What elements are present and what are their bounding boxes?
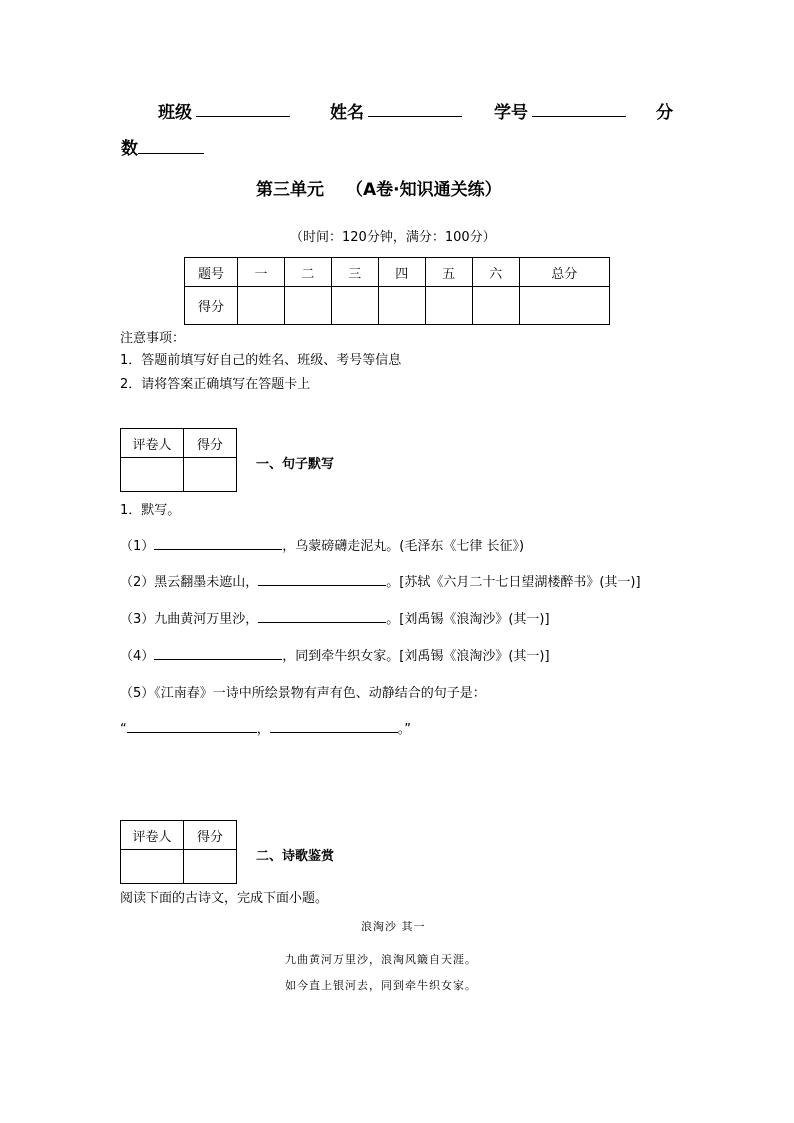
poem-line: 九曲黄河万里沙，浪淘风簸自天涯。 bbox=[285, 953, 477, 966]
fill-item-1 bbox=[120, 535, 524, 554]
notes-heading: 注意事项： bbox=[120, 331, 186, 346]
question-1: 1．默写。 bbox=[120, 503, 181, 518]
fill-item-suffix: ，同到牵牛织女家。[刘禹锡《浪淘沙》(其一)] bbox=[282, 649, 550, 664]
grader-score-label: 得分 bbox=[184, 429, 237, 458]
score-cell[interactable] bbox=[331, 287, 378, 325]
fill-item-prefix: （4） bbox=[120, 649, 155, 664]
notes-item: 2．请将答案正确填写在答题卡上 bbox=[120, 377, 311, 392]
comma: ， bbox=[256, 722, 270, 737]
score-table-header-cell: 一 bbox=[238, 258, 285, 287]
score-label-line2 bbox=[121, 134, 204, 159]
fill-item-suffix: 。[苏轼《六月二十七日望湖楼醉书》(其一)] bbox=[386, 575, 641, 590]
score-table-header-cell: 总分 bbox=[519, 258, 609, 287]
score-row-label: 得分 bbox=[185, 287, 238, 325]
fill-item-prefix: （2）黑云翻墨未遮山， bbox=[120, 575, 259, 590]
score-cell[interactable] bbox=[472, 287, 519, 325]
student-info-row bbox=[158, 96, 678, 122]
score-blank[interactable] bbox=[138, 139, 204, 154]
fill-item-prefix: （1） bbox=[120, 539, 155, 554]
score-table-header-cell: 三 bbox=[331, 258, 378, 287]
score-table-header-cell: 二 bbox=[284, 258, 331, 287]
student-id-blank[interactable] bbox=[532, 116, 626, 117]
volume-title: （A卷·知识通关练） bbox=[346, 180, 502, 200]
grader-label: 评卷人 bbox=[121, 821, 184, 850]
score-cell[interactable] bbox=[238, 287, 285, 325]
grader-box bbox=[120, 820, 237, 884]
reading-instruction: 阅读下面的古诗文，完成下面小题。 bbox=[120, 891, 329, 906]
class-blank[interactable] bbox=[196, 116, 290, 117]
poem-title: 浪淘沙 其一 bbox=[361, 920, 426, 933]
class-label: 班级 bbox=[158, 103, 192, 123]
grader-label: 评卷人 bbox=[121, 429, 184, 458]
page-title bbox=[256, 175, 502, 200]
answer-blank[interactable] bbox=[258, 608, 386, 623]
fill-item-4 bbox=[120, 645, 550, 664]
poem-line: 如今直上银河去，同到牵牛织女家。 bbox=[285, 979, 477, 992]
score-table-header-cell: 六 bbox=[472, 258, 519, 287]
answer-blank[interactable] bbox=[154, 645, 282, 660]
unit-title: 第三单元 bbox=[256, 180, 324, 200]
answer-blank[interactable] bbox=[154, 535, 282, 550]
fill-item-suffix: ，乌蒙磅礴走泥丸。(毛泽东《七律 长征》) bbox=[282, 539, 525, 554]
score-cell[interactable] bbox=[425, 287, 472, 325]
grader-score-cell[interactable] bbox=[184, 458, 237, 492]
score-cell[interactable] bbox=[284, 287, 331, 325]
quote-close: 。” bbox=[397, 722, 412, 737]
score-table bbox=[184, 257, 610, 325]
name-label: 姓名 bbox=[330, 103, 364, 123]
grader-name-cell[interactable] bbox=[121, 458, 184, 492]
grader-score-cell[interactable] bbox=[184, 850, 237, 884]
exam-info: （时间：120分钟，满分：100分） bbox=[290, 230, 496, 245]
fill-item-prefix: （3）九曲黄河万里沙， bbox=[120, 612, 259, 627]
fill-item-5: （5）《江南春》一诗中所绘景物有声有色、动静结合的句子是： bbox=[120, 686, 486, 701]
fill-item-2 bbox=[120, 571, 641, 590]
grader-box bbox=[120, 428, 237, 492]
answer-blank[interactable] bbox=[270, 718, 398, 733]
score-cell[interactable] bbox=[519, 287, 609, 325]
score-table-header-cell: 题号 bbox=[185, 258, 238, 287]
section1-title: 一、句子默写 bbox=[256, 457, 335, 472]
fill-item-5-answer bbox=[120, 718, 411, 737]
score-cell[interactable] bbox=[378, 287, 425, 325]
answer-blank[interactable] bbox=[127, 718, 257, 733]
grader-score-label: 得分 bbox=[184, 821, 237, 850]
score-label-part2: 数 bbox=[121, 139, 138, 159]
answer-blank[interactable] bbox=[258, 571, 386, 586]
student-id-label: 学号 bbox=[494, 103, 528, 123]
section2-title: 二、诗歌鉴赏 bbox=[256, 849, 335, 864]
score-label-part1: 分 bbox=[656, 103, 673, 123]
notes-item: 1．答题前填写好自己的姓名、班级、考号等信息 bbox=[120, 353, 402, 368]
score-table-header-cell: 五 bbox=[425, 258, 472, 287]
quote-open: “ bbox=[120, 722, 127, 737]
fill-item-suffix: 。[刘禹锡《浪淘沙》(其一)] bbox=[386, 612, 550, 627]
name-blank[interactable] bbox=[368, 116, 462, 117]
fill-item-3 bbox=[120, 608, 550, 627]
score-table-header-cell: 四 bbox=[378, 258, 425, 287]
grader-name-cell[interactable] bbox=[121, 850, 184, 884]
